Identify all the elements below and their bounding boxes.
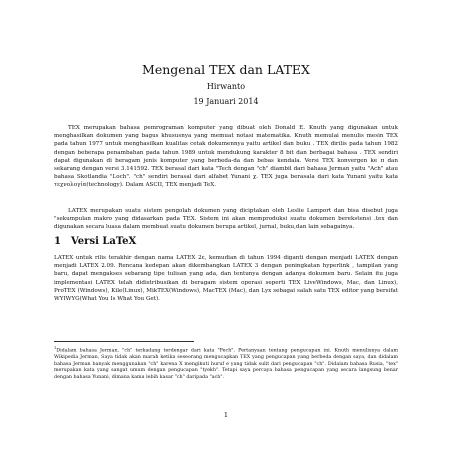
footnote-text: Didalam bahasa Jerman, "ch" terkadang terdengar dari kata "Pech". Pertanyaan tentang pengucapan ini. Knuth menulisnya dalam Wikipedia Jerman, Saya tidak akan marah ketika seseorang mengucapkan TEX yang pengucapan yang berbeda dengan saya, dan didalam bahasa Jerman banyak menggunakan "ch" karena X mengikuti huruf e yang tidak sulit dari pengucapan "ch". Didalam bahasa Rusia, "tex" merupakan kata yang sangat umum dengan pengucapan "tyekh". Tetapi saya percaya bahasa pengucapan yang secara langsung benar dengan bahasa Yunani, dimana kamu lebih kasar "ch" daripada "ach". — [54, 348, 398, 380]
intro-paragraph-tex: TEX merupakan bahasa pemrograman komputer yang dibuat oleh Donald E. Knuth yang digunakan untuk menghasilkan dokumen yang bagus khususnya yang memuat notasi matematika. Knuth memulai menulis mesin TEX pada tahun 1977 untuk menghasilkan kualitas cetak dokumennya yaitu artikel dan buku . TEX dirilis pada tahun 1982 dengan beberapa penambahan pada tahun 1989 untuk mendukung karakter 8 bit dan berbagai bahasa . TEX sendiri dapat digunakan di beragam jenis komputer yang berbeda-da dan bebas kendala. Versi TEX konvergen ke π dan sekarang dengan versi 3.141592. TEX berasal dari kata "Tech dengan "ch" diambil dari bahasa Jerman yaitu "Ach" atau bahasa Skotlandia "Loch". "ch" sendiri berasal dari alfabet Yunani χ. TEX juga berasala dari kata Yunani yaitu kata τεχνολογία(technology). Dalam ASCII, TEX menjadi TeX. — [54, 125, 398, 189]
document-title: Mengenal TEX dan LATEX — [142, 62, 310, 77]
footnote-rule — [54, 341, 194, 342]
section-paragraph: LATEX untuk rilis terakhir dengan nama LATEX 2ε, kemudian di tahun 1994 diganti dengan menjadi LATEX dengan menjadi LATEX 2.09. Rencana kedepan akan dikembangkan LATEX 3 dengan peningkatan hyperlink , tampilan yang baru, dapat mengakses sebarang tipe tulisan yang ada, dan tentunya dengan adanya dokumen baru. Selain itu juga implementasi LATEX telah didistribusikan di beragam sistem operasi seperti TEX LiveWindows, Mac, dan Linux), ProTEX (Windows), Kile(Linux), MikTEX(Windows), MacTEX (Mac), dan Lyx sebagai salah satu TEX editor yang bersifat WYIWYG(What You Is What You Get). — [54, 255, 398, 303]
section-number: 1 — [54, 236, 61, 247]
section-title: Versi LaTeX — [70, 236, 137, 247]
footnote — [54, 345, 398, 382]
intro-paragraph-latex: LATEX merupakan suatu sistem pengolah dokumen yang diciptakan oleh Leslie Lamport dan bisa disebut juga "sekumpulan makro yang didasarkan pada TEX. Sistem ini akan memproduksi suatu dokumen berekstensi .tex dan digunakan secara luasa dalam membuat suatu dokumen berupa artikel, jurnal, buku,dan lain sebagainya. — [54, 208, 398, 231]
footnote-mark: 1 — [54, 346, 57, 350]
section-heading — [54, 236, 136, 247]
document-author: Hirwanto — [206, 82, 246, 91]
document-date: 19 Januari 2014 — [193, 97, 259, 106]
page-number: 1 — [223, 411, 229, 419]
